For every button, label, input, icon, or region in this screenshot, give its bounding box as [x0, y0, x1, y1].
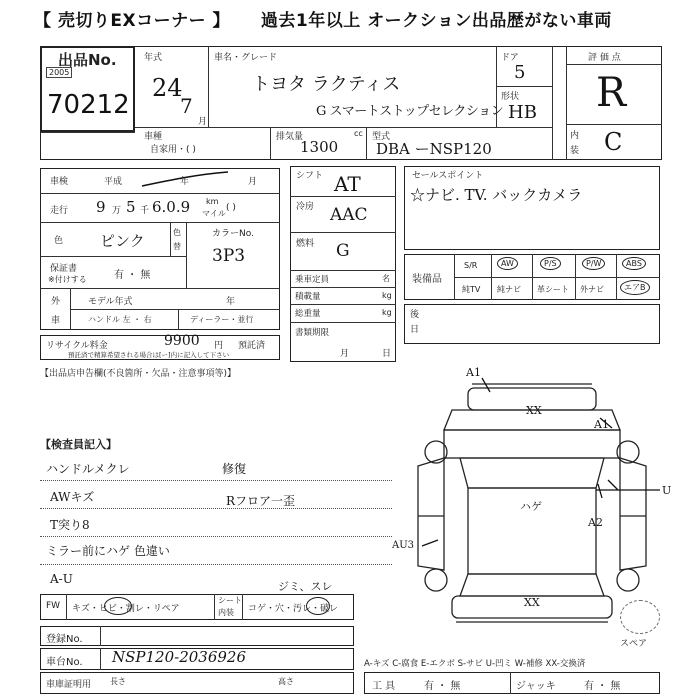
inspector-note-1: ハンドルメクレ — [46, 462, 130, 476]
doc-deadline-month: 月 — [340, 349, 350, 359]
shaken-era: 平成 — [104, 177, 123, 187]
equip-sr: S/R — [464, 261, 478, 270]
equip-airbag: エアB — [620, 280, 650, 295]
color-sub-2: 替 — [173, 242, 181, 251]
lot-year-tag: 2005 — [46, 67, 72, 78]
rear-box — [404, 304, 660, 344]
rear-label-2: 日 — [410, 325, 420, 335]
model-label: 型式 — [372, 132, 391, 142]
tools-label: 工 具 — [372, 681, 396, 692]
color-value: ピンク — [100, 232, 145, 250]
banner-right: 過去1年以上 オークション出品歴がない車両 — [260, 11, 612, 31]
inspector-note-4: ミラー前にハゲ 色違い — [46, 544, 170, 558]
gaisha-model-year: モデル年式 — [88, 297, 133, 307]
equip-aw: AW — [497, 257, 518, 270]
shift-value: AT — [334, 172, 361, 196]
inspector-note-2: AWキズ — [50, 490, 95, 504]
equip-ext-navi: 外ナビ — [580, 285, 604, 294]
sales-point-value: ☆ナビ. TV. バックカメラ — [410, 186, 583, 204]
mileage-bracket: ( ) — [226, 203, 236, 213]
fuel-value: G — [336, 241, 350, 261]
color-label: 色 — [54, 236, 64, 246]
chassis-value: NSP120-2036926 — [112, 648, 246, 666]
weight-label: 総重量 — [295, 309, 321, 319]
seat-note: ジミ、スレ — [278, 580, 333, 593]
year-month: 7 — [180, 94, 193, 118]
car-name-label: 車名・グレード — [214, 53, 278, 63]
banner — [0, 0, 700, 32]
door-value: 5 — [514, 62, 526, 83]
seat-yogore-circle — [306, 597, 330, 615]
interior-value: C — [604, 128, 623, 156]
interior-label-1: 内 — [570, 131, 580, 141]
mileage-sen-unit: 千 — [140, 206, 150, 216]
recycle-unit: 円 — [214, 341, 224, 351]
diagram-mark-xx-top: XX — [526, 404, 542, 417]
type-sub: 自家用・( ) — [150, 145, 196, 155]
gaisha-dealer: ディーラー・並行 — [190, 315, 254, 324]
shaken-strike — [140, 170, 230, 190]
seat-label-1: シート — [218, 596, 242, 605]
diagram-mark-a1-top: A1 — [466, 366, 481, 379]
grade-label: 評 価 点 — [588, 53, 621, 63]
mileage-unit-km: km — [206, 197, 219, 206]
recycle-deposit: 預託済 — [238, 341, 266, 351]
ac-value: AAC — [330, 205, 368, 225]
bottom-label: 車庫証明用 — [46, 680, 92, 690]
displacement-label: 排気量 — [276, 132, 304, 142]
mileage-rest: 6.0.9 — [152, 198, 191, 216]
inspect-note-title: 【出品店申告欄(不良箇所・欠品・注意事項等)】 — [40, 369, 237, 379]
equip-abs: ABS — [622, 257, 646, 270]
rear-label-1: 後 — [410, 310, 420, 320]
seat-options: コゲ・穴・汚レ・破レ — [248, 604, 339, 614]
shift-label: シフト — [296, 171, 324, 181]
inspector-note-right-2: Rフロア一歪 — [226, 494, 296, 508]
inspector-note-3: T突り8 — [50, 518, 90, 532]
displacement-unit: cc — [354, 129, 363, 138]
damage-legend: A-キズ C-腐食 E-エクボ S-サビ U-凹ミ W-補修 XX-交換済 — [364, 659, 586, 669]
doc-deadline-day: 日 — [382, 349, 392, 359]
fw-options: キズ・ヒビ・割レ・リペア — [72, 604, 180, 614]
car-name-line1: トヨタ ラクティス — [252, 74, 401, 95]
color-code-value: 3P3 — [212, 246, 246, 266]
tools-options: 有 ・ 無 — [424, 681, 461, 692]
year-month-unit: 月 — [198, 117, 208, 127]
chassis-label: 車台No. — [46, 657, 83, 668]
spare-tire-icon — [620, 600, 660, 634]
lot-number: 70212 — [47, 90, 130, 120]
type-label: 車種 — [144, 132, 163, 142]
mileage-sen: 5 — [126, 198, 136, 216]
interior-label-2: 装 — [570, 146, 580, 156]
gaisha-model-unit: 年 — [226, 297, 236, 307]
shaken-month: 月 — [248, 177, 258, 187]
mileage-unit-mile: マイル — [202, 209, 226, 218]
registration-label: 登録No. — [46, 634, 83, 645]
door-label: ドア — [501, 53, 519, 63]
shape-value: HB — [508, 102, 537, 123]
recycle-value: 9900 — [164, 333, 200, 349]
lot-label: 出品No. — [58, 51, 117, 69]
diagram-mark-xx-bottom: XX — [524, 596, 540, 609]
ac-label: 冷房 — [296, 202, 315, 212]
fw-hibi-circle — [104, 597, 132, 615]
model-value: DBA ーNSP120 — [376, 140, 492, 158]
load-label: 積載量 — [295, 292, 321, 302]
equip-pw: P/W — [582, 257, 605, 270]
sales-point-label: セールスポイント — [412, 171, 484, 181]
bottom-length: 長さ — [110, 677, 126, 686]
capacity-label: 乗車定員 — [295, 275, 330, 285]
grade-value: R — [596, 70, 627, 116]
gaisha-handle: ハンドル 左 ・ 右 — [88, 315, 152, 324]
seat-label-2: 内装 — [218, 608, 234, 617]
gaisha-label-2: 車 — [51, 316, 61, 326]
diagram-mark-a2: A2 — [588, 516, 603, 529]
diagram-mark-u: U — [662, 484, 672, 497]
equip-jun-tv: 純TV — [462, 285, 481, 294]
weight-unit: kg — [382, 308, 392, 317]
color-sub-1: 色 — [173, 228, 181, 237]
inspector-title: 【検査員記入】 — [40, 438, 117, 451]
year-value: 24 — [152, 74, 183, 102]
shape-label: 形状 — [501, 92, 520, 102]
fuel-label: 燃料 — [296, 239, 315, 249]
registration-box — [40, 626, 354, 646]
car-damage-diagram — [412, 370, 682, 630]
diagram-mark-a1-right: A1 — [594, 418, 609, 431]
banner-left: 【 売切りEXコーナー 】 — [34, 11, 231, 31]
displacement-value: 1300 — [300, 138, 339, 156]
mileage-man: 9 — [96, 198, 106, 216]
inspector-note-5: A-U — [50, 572, 73, 586]
year-label: 年式 — [144, 53, 163, 63]
load-unit: kg — [382, 291, 392, 300]
jack-options: 有 ・ 無 — [584, 681, 621, 692]
shaken-year: 年 — [180, 177, 190, 187]
recycle-note: 預託済で精算希望される場合は[ー]内に記入して下さい — [68, 351, 230, 359]
gaisha-label-1: 外 — [51, 297, 61, 307]
mileage-label: 走行 — [50, 206, 69, 216]
equip-jun-navi: 純ナビ — [497, 285, 521, 294]
doc-deadline-label: 書類期限 — [295, 328, 330, 338]
equip-ps: P/S — [540, 257, 561, 270]
fw-label: FW — [46, 601, 61, 611]
shaken-label: 車検 — [50, 177, 69, 187]
warranty-options: 有 ・ 無 — [114, 270, 151, 281]
color-code-label: カラーNo. — [212, 229, 254, 239]
equipment-label: 装備品 — [412, 274, 442, 285]
mileage-man-unit: 万 — [112, 206, 122, 216]
bottom-height: 高さ — [278, 677, 294, 686]
inspector-note-right-1: 修復 — [222, 462, 247, 476]
equip-leather: 革シート — [537, 285, 569, 294]
diagram-mark-au3: AU3 — [392, 540, 415, 551]
recycle-label: リサイクル料金 — [46, 341, 108, 351]
spare-label: スペア — [620, 639, 648, 649]
capacity-unit: 名 — [382, 274, 390, 283]
diagram-mark-hage: ハゲ — [520, 500, 542, 513]
warranty-sub: ※付けする — [48, 275, 87, 284]
car-name-line2: G スマートストップセレクション — [316, 104, 504, 119]
warranty-label: 保証書 — [50, 264, 78, 274]
jack-label: ジャッキ — [516, 681, 556, 692]
